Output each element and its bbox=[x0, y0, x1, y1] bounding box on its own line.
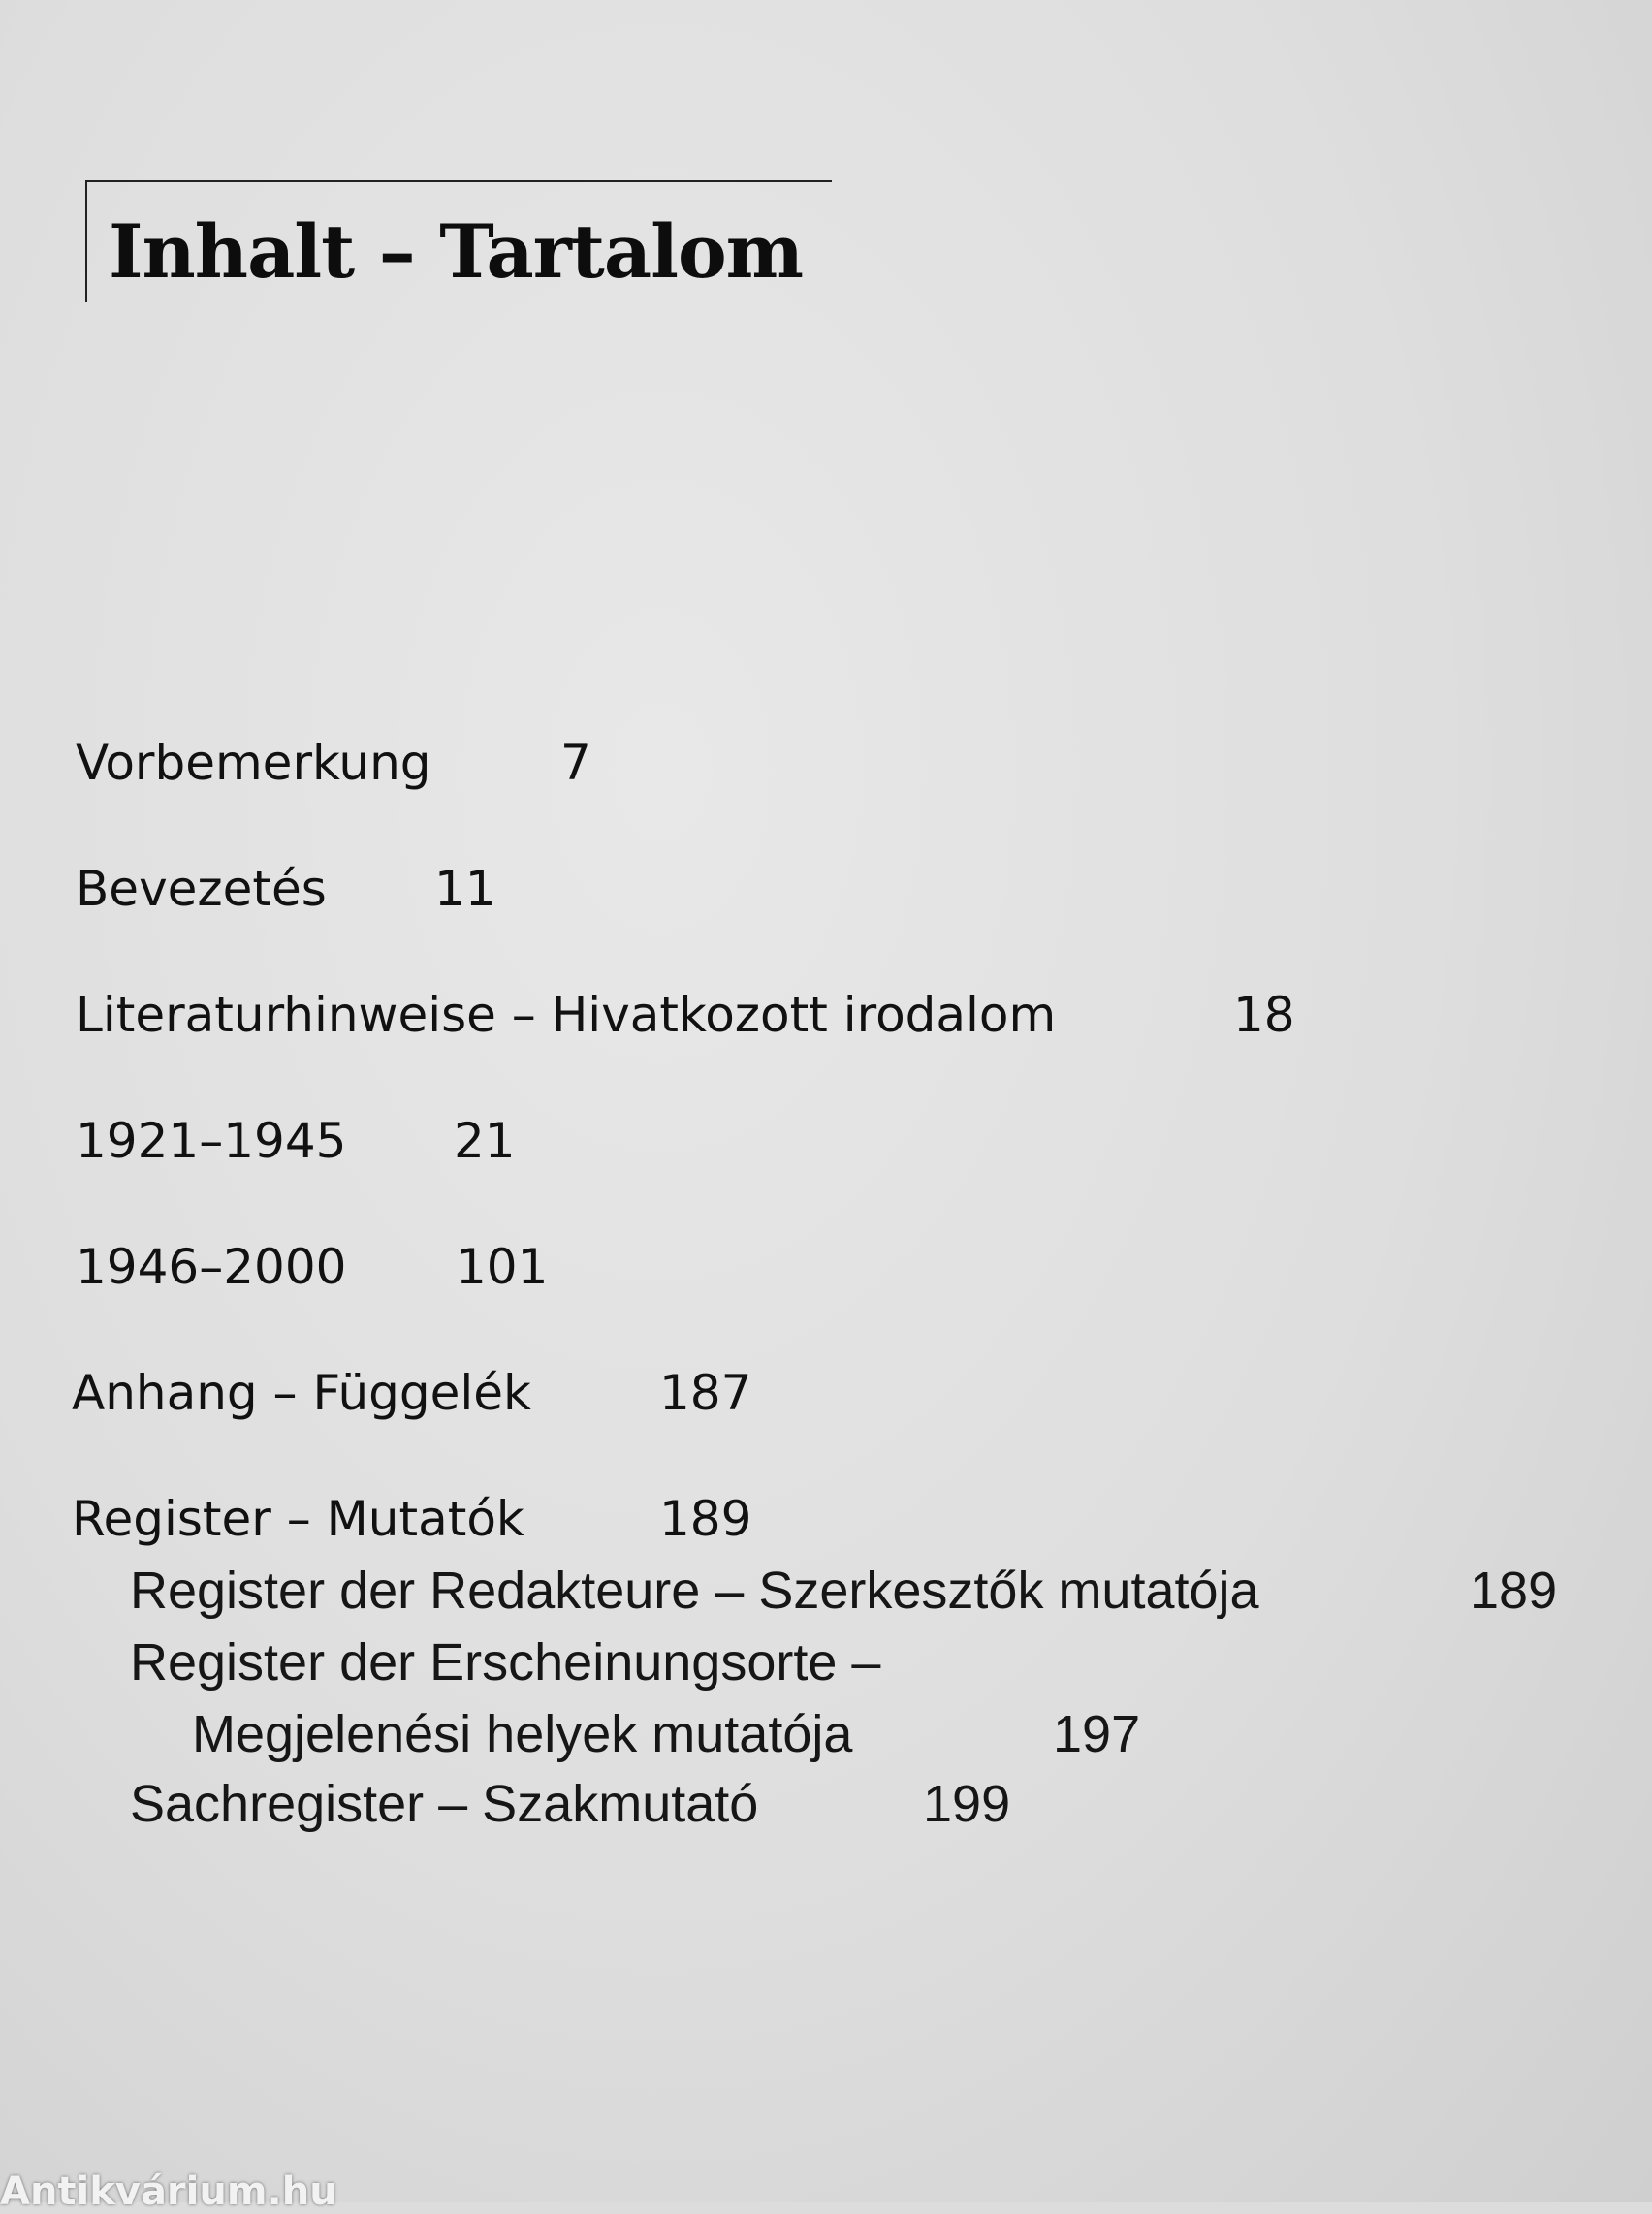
toc-page-number: 101 bbox=[456, 1239, 549, 1295]
toc-sub-title-sachregister: Sachregister – Szakmutató bbox=[130, 1775, 759, 1833]
toc-sub-page-orte: 197 bbox=[1053, 1705, 1141, 1763]
toc-title: Vorbemerkung bbox=[76, 735, 431, 791]
toc-sub-title-redakteure: Register der Redakteure – Szerkesztők mutatója bbox=[130, 1562, 1259, 1620]
toc-title: Bevezetés bbox=[76, 861, 327, 917]
toc-page-number: 21 bbox=[454, 1113, 516, 1169]
watermark-logo: Antikvárium.hu bbox=[0, 2169, 337, 2214]
toc-page-number: 7 bbox=[560, 735, 591, 791]
toc-sub-page-redakteure: 189 bbox=[1470, 1562, 1558, 1620]
toc-title: Literaturhinweise – Hivatkozott irodalom bbox=[76, 987, 1057, 1043]
toc-page-number: 189 bbox=[659, 1491, 752, 1547]
toc-page-number: 187 bbox=[659, 1365, 752, 1421]
toc-sub-title-orte-line1: Register der Erscheinungsorte – bbox=[130, 1633, 881, 1692]
toc-sub-title-orte-line2: Megjelenési helyek mutatója bbox=[192, 1705, 853, 1763]
toc-page-number: 11 bbox=[434, 861, 496, 917]
toc-title: 1921–1945 bbox=[76, 1113, 347, 1169]
page-title: Inhalt – Tartalom bbox=[109, 208, 804, 295]
toc-title: Anhang – Függelék bbox=[72, 1365, 531, 1421]
toc-page-number: 18 bbox=[1233, 987, 1295, 1043]
toc-title: 1946–2000 bbox=[76, 1239, 347, 1295]
toc-sub-page-sachregister: 199 bbox=[923, 1775, 1011, 1833]
toc-title: Register – Mutatók bbox=[72, 1491, 524, 1547]
